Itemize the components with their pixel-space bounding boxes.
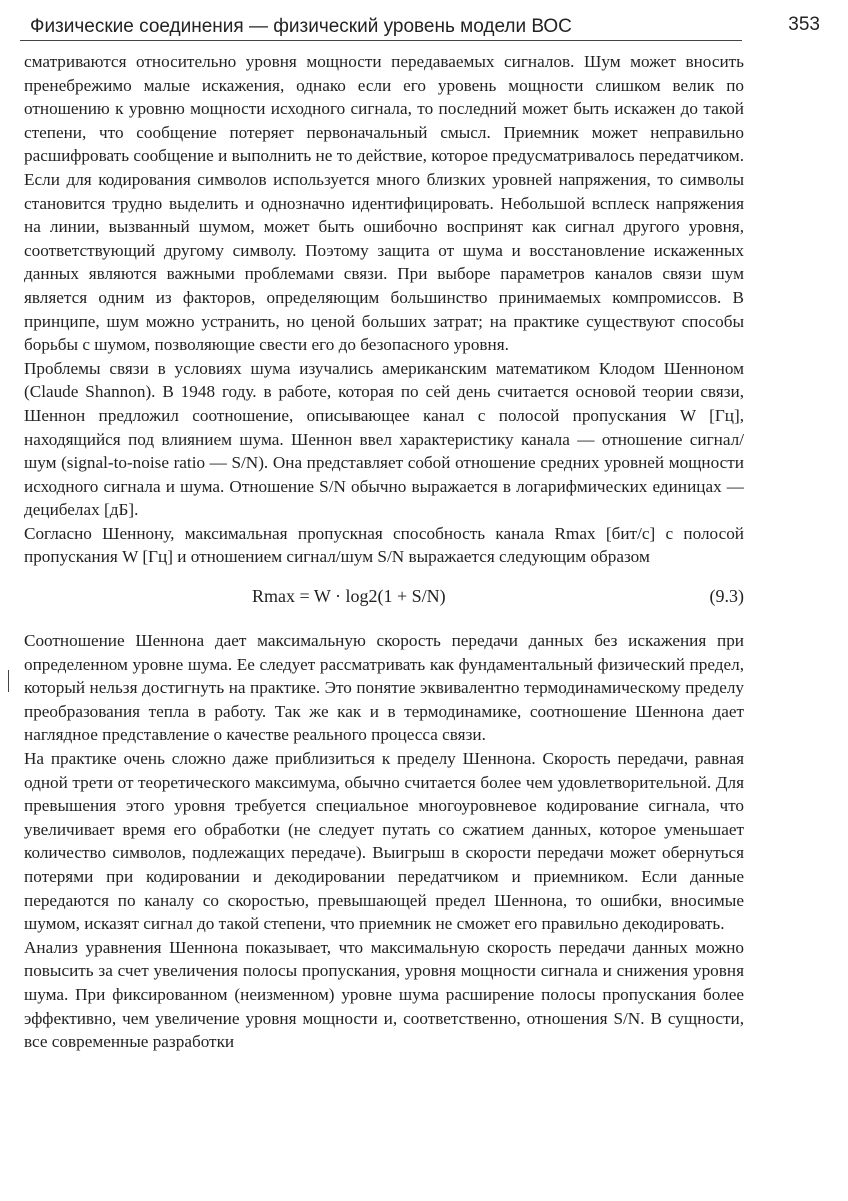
paragraph: Соотношение Шеннона дает максимальную скорость передачи данных без искажения при определенном уровне шума. Ее следует рассматривать как фундаментальный физический предел, который нельзя достигнуть на практике. Это понятие эквивалентно термодинамическому пределу преобразования тепла в работу. Так же как и в термодинамике, соотношение Шеннона дает наглядное представление о качестве реального процесса связи. bbox=[24, 631, 744, 745]
paragraph: Проблемы связи в условиях шума изучались американским математиком Клодом Шенноном (Claude Shannon). В 1948 году. в работе, которая по сей день считается основой теории связи, Шеннон предложил соотношение, описывающее канал с полосой пропускания W [Гц], находящийся под влиянием шума. Шеннон ввел характеристику канала — отношение сигнал/шум (signal-to-noise ratio — S/N). Она представляет собой отношение средних уровней мощности исходного сигнала и шума. Отношение S/N обычно выражается в логарифмических единицах — децибелах [дБ]. bbox=[24, 358, 744, 520]
paragraph: сматриваются относительно уровня мощности передаваемых сигналов. Шум может вносить пренебрежимо малые искажения, однако если его уровень мощности слишком велик по отношению к уровню мощности исходного сигнала, то последний может быть искажен до такой степени, что сообщение потеряет первоначальный смысл. Приемник может неправильно расшифровать сообщение и выполнить не то действие, которое предусматривалось передатчиком. Если для кодирования символов используется много близких уровней напряжения, то символы становится трудно выделить и однозначно идентифицировать. Небольшой всплеск напряжения на линии, вызванный шумом, может быть ошибочно воспринят как сигнал другого уровня, соответствующий другому символу. Поэтому защита от шума и восстановление искаженных данных являются важными проблемами связи. При выборе параметров каналов связи шум является одним из факторов, определяющим большинство принимаемых компромиссов. В принципе, шум можно устранить, но ценой больших затрат; на практике существуют способы борьбы с шумом, позволяющие свести его до безопасного уровня. bbox=[24, 52, 744, 355]
margin-mark bbox=[8, 670, 9, 692]
equation bbox=[24, 569, 744, 629]
paragraph: Согласно Шеннону, максимальная пропускная способность канала Rmax [бит/с] с полосой пропускания W [Гц] и отношением сигнал/шум S/N выражается следующим образом bbox=[24, 523, 744, 567]
running-header bbox=[30, 8, 820, 38]
page-body bbox=[24, 50, 744, 1054]
equation-number: (9.3) bbox=[709, 586, 744, 607]
chapter-title: Физические соединения — физический уровень модели ВОС bbox=[30, 16, 572, 37]
equation-expression: Rmax = W · log2(1 + S/N) bbox=[252, 586, 446, 607]
page-number: 353 bbox=[788, 14, 820, 35]
header-rule bbox=[20, 40, 742, 41]
paragraph: Анализ уравнения Шеннона показывает, что максимальную скорость передачи данных можно повысить за счет увеличения полосы пропускания, уровня мощности сигнала и снижения уровня шума. При фиксированном (неизменном) уровне шума расширение полосы пропускания более эффективно, чем увеличение уровня мощности и, соответственно, отношения S/N. В сущности, все современные разработки bbox=[24, 937, 744, 1052]
paragraph: На практике очень сложно даже приблизиться к пределу Шеннона. Скорость передачи, равная одной трети от теоретического максимума, обычно считается более чем удовлетворительной. Для превышения этого уровня требуется специальное многоуровневое кодирование сигнала, что увеличивает время его обработки (не следует путать со сжатием данных, которое уменьшает количество символов, подлежащих передаче). Выигрыш в скорости передачи может обернуться потерями при кодировании и декодировании передатчиком и приемником. Если данные передаются по каналу со скоростью, превышающей предел Шеннона, то ошибки, вносимые шумом, исказят сигнал до такой степени, что приемник не сможет его правильно декодировать. bbox=[24, 749, 744, 934]
